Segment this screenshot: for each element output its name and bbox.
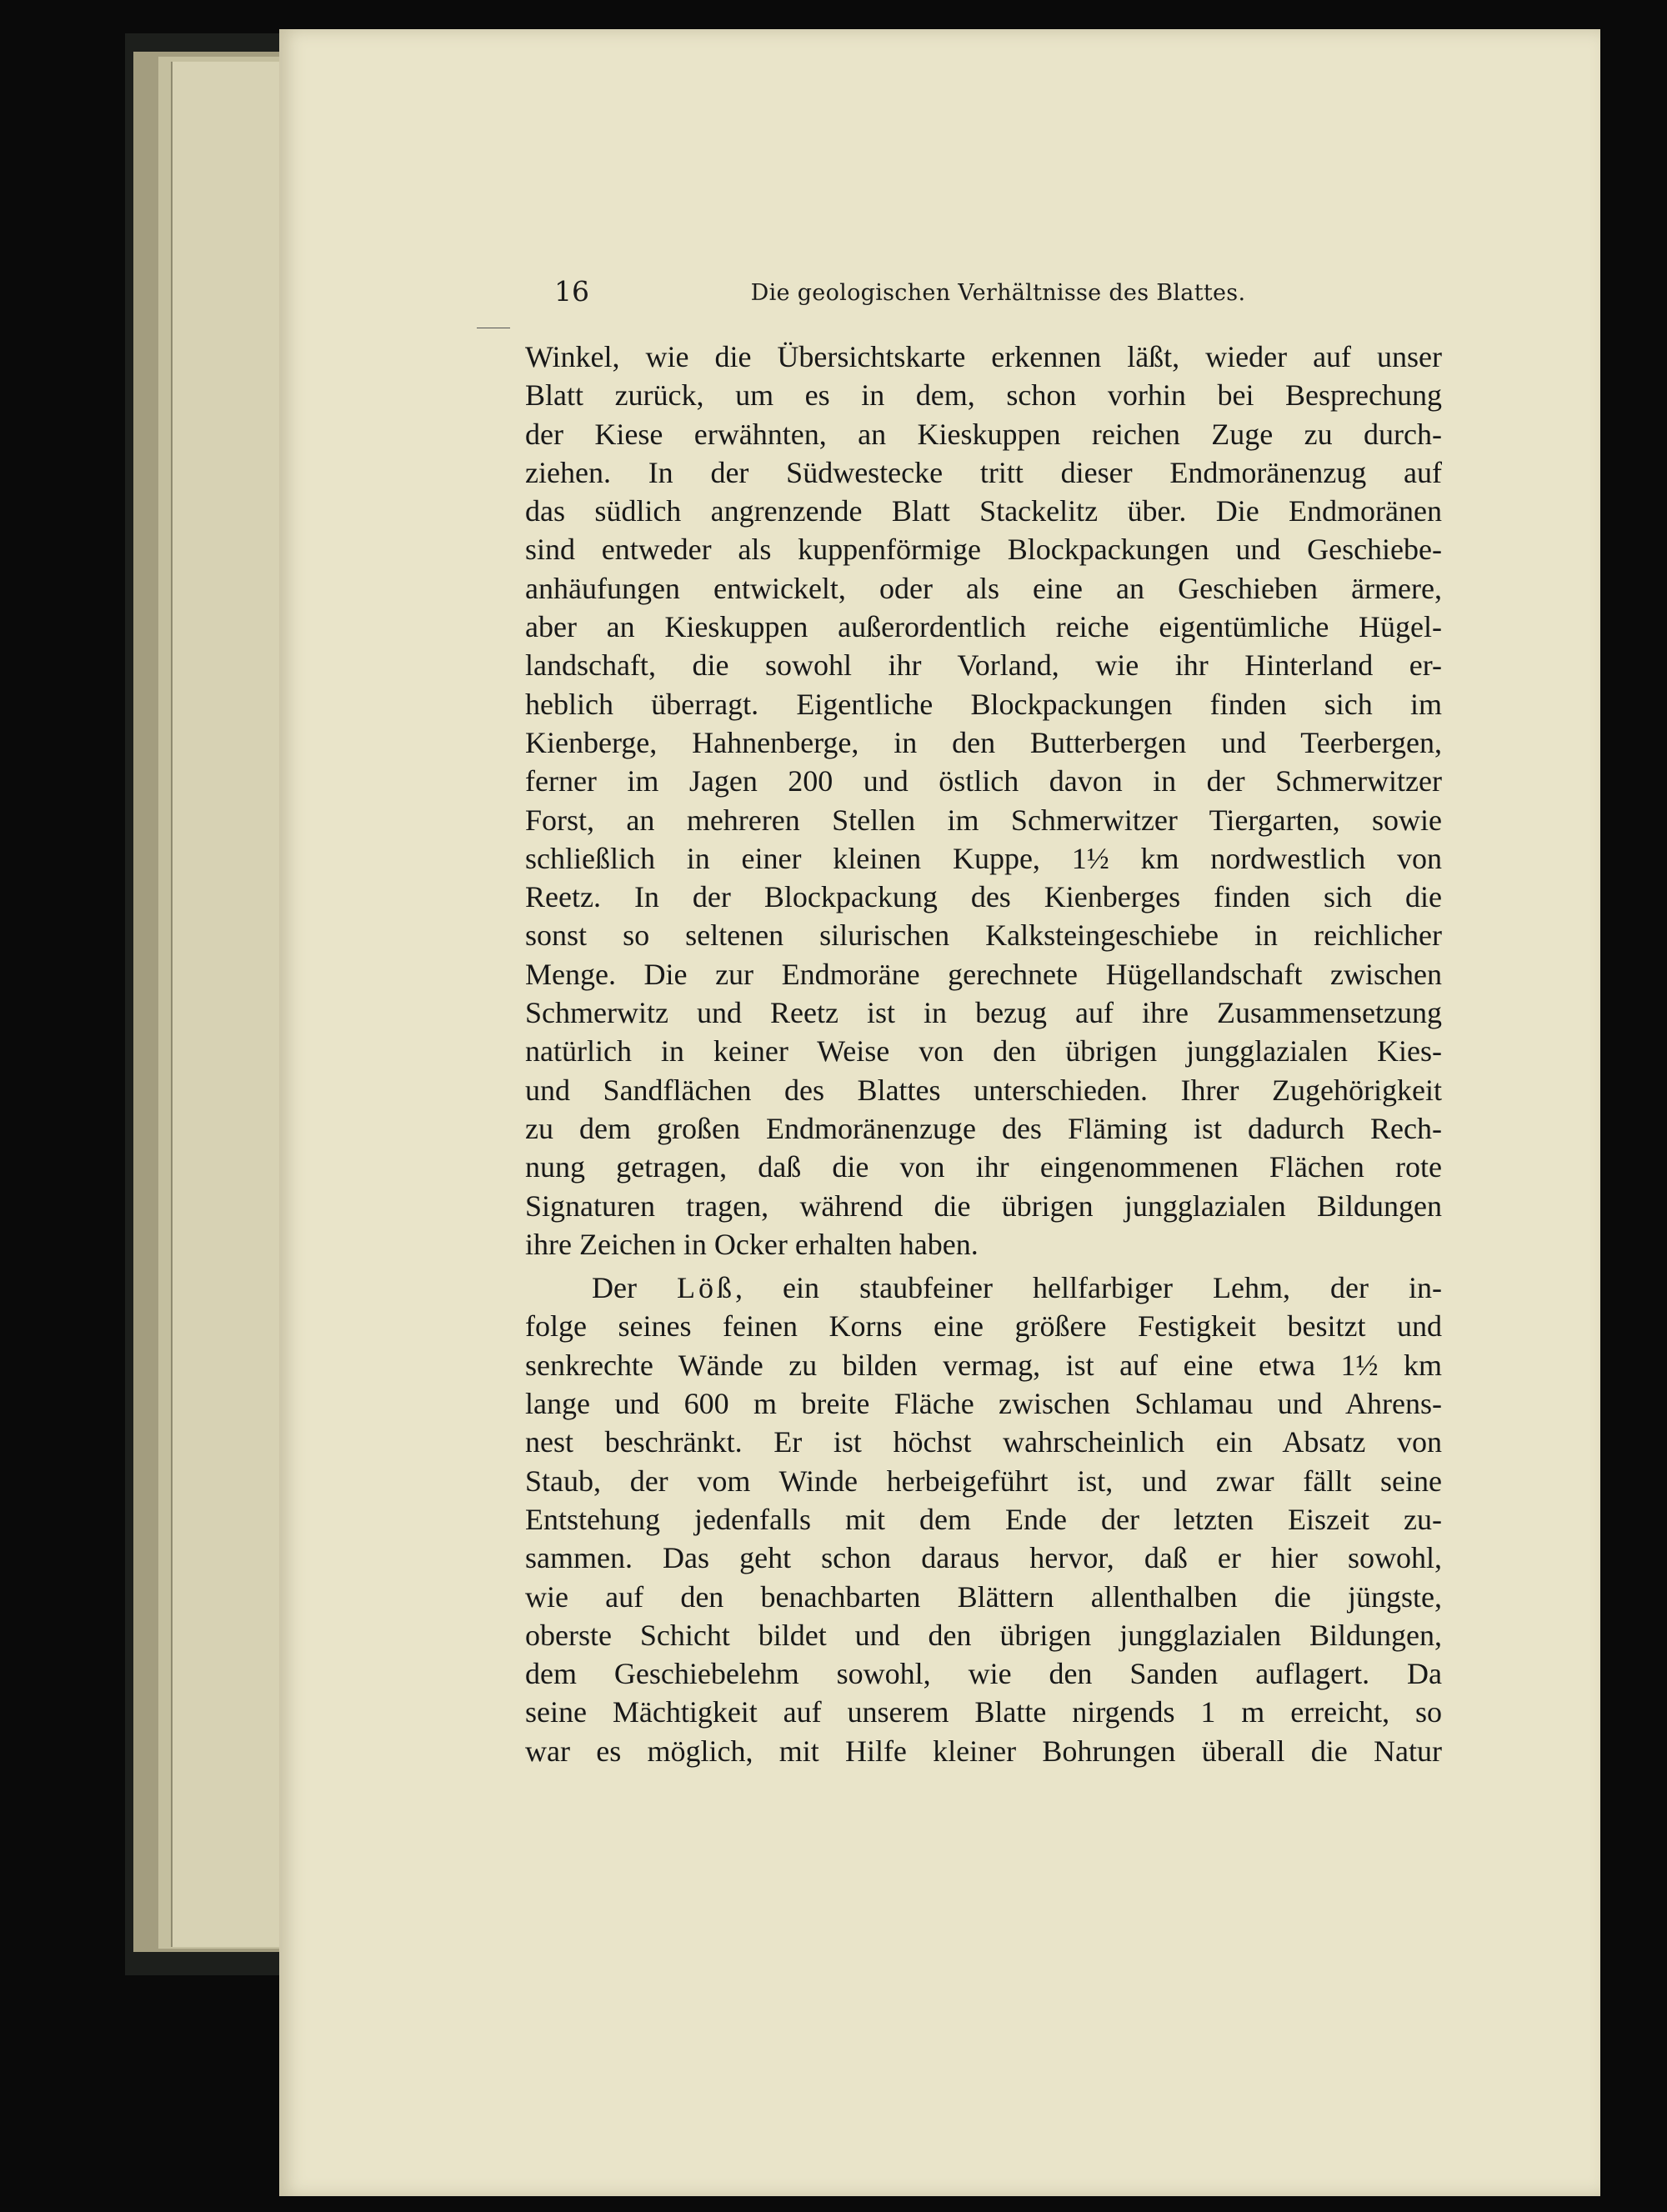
- text-line: Kienberge, Hahnenberge, in den Butterbergen und Teerbergen,: [525, 725, 1442, 759]
- running-title: Die geologischen Verhältnisse des Blattes.: [750, 280, 1246, 306]
- text-line: Forst, an mehreren Stellen im Schmerwitzer Tiergarten, sowie: [525, 803, 1442, 837]
- text-line: Schmerwitz und Reetz ist in bezug auf ihre Zusammensetzung: [525, 996, 1442, 1030]
- text-line: natürlich in keiner Weise von den übrigen jungglazialen Kies-: [525, 1034, 1442, 1068]
- text-line: das südlich angrenzende Blatt Stackelitz über. Die Endmoränen: [525, 494, 1442, 528]
- text-line: dem Geschiebelehm sowohl, wie den Sanden auflagert. Da: [525, 1657, 1442, 1691]
- text-line: ihre Zeichen in Ocker erhalten haben.: [525, 1227, 979, 1261]
- text-line: ziehen. In der Südwestecke tritt dieser Endmoränenzug auf: [525, 455, 1442, 489]
- text-line: Entstehung jedenfalls mit dem Ende der letzten Eiszeit zu-: [525, 1502, 1442, 1536]
- text-line: lange und 600 m breite Fläche zwischen Schlamau und Ahrens-: [525, 1387, 1442, 1421]
- page-header: [554, 275, 1442, 315]
- text-line: aber an Kieskuppen außerordentlich reiche eigentümliche Hügel-: [525, 610, 1442, 644]
- text-line: und Sandflächen des Blattes unterschieden. Ihrer Zugehörigkeit: [525, 1073, 1442, 1107]
- text-line: senkrechte Wände zu bilden vermag, ist auf eine etwa 1½ km: [525, 1348, 1442, 1382]
- text-line: Menge. Die zur Endmoräne gerechnete Hügellandschaft zwischen: [525, 957, 1442, 991]
- text-line: seine Mächtigkeit auf unserem Blatte nirgends 1 m erreicht, so: [525, 1695, 1442, 1729]
- text-line: Blatt zurück, um es in dem, schon vorhin bei Besprechung: [525, 378, 1442, 413]
- text-line: [525, 1269, 1442, 1307]
- text-line: schließlich in einer kleinen Kuppe, 1½ km nordwestlich von: [525, 841, 1442, 875]
- text-line: der Kiese erwähnten, an Kieskuppen reichen Zuge zu durch-: [525, 417, 1442, 451]
- text-line: anhäufungen entwickelt, oder als eine an Geschieben ärmere,: [525, 571, 1442, 605]
- text-line: nest beschränkt. Er ist höchst wahrscheinlich ein Absatz von: [525, 1425, 1442, 1459]
- text-line: sind entweder als kuppenförmige Blockpackungen und Geschiebe-: [525, 533, 1442, 567]
- page-number: 16: [554, 275, 589, 308]
- text-line: Signaturen tragen, während die übrigen jungglazialen Bildungen: [525, 1189, 1442, 1223]
- text-line: Staub, der vom Winde herbeigeführt ist, und zwar fällt seine: [525, 1464, 1442, 1498]
- text-line: wie auf den benachbarten Blättern allenthalben die jüngste,: [525, 1579, 1442, 1614]
- text-line: ferner im Jagen 200 und östlich davon in der Schmerwitzer: [525, 764, 1442, 798]
- text-line: heblich überragt. Eigentliche Blockpackungen finden sich im: [525, 687, 1442, 721]
- text-line: sonst so seltenen silurischen Kalksteingeschiebe in reichlicher: [525, 918, 1442, 953]
- text-line: folge seines feinen Korns eine größere Festigkeit besitzt und: [525, 1309, 1442, 1344]
- paragraph-2: [525, 1269, 1442, 1770]
- text-run: , ein staubfeiner hellfarbiger Lehm, der in-: [735, 1271, 1442, 1305]
- term-loess: Löß: [677, 1271, 736, 1305]
- text-line: war es möglich, mit Hilfe kleiner Bohrungen überall die Natur: [525, 1734, 1442, 1768]
- paragraph-1: [525, 338, 1442, 1264]
- text-line: Reetz. In der Blockpackung des Kienberges finden sich die: [525, 880, 1442, 914]
- page-body: [525, 338, 1442, 1770]
- text-line: oberste Schicht bildet und den übrigen jungglazialen Bildungen,: [525, 1618, 1442, 1652]
- text-line: Winkel, wie die Übersichtskarte erkennen läßt, wieder auf unser: [525, 340, 1442, 373]
- text-line: zu dem großen Endmoränenzuge des Fläming ist dadurch Rech-: [525, 1111, 1442, 1145]
- text-line: nung getragen, daß die von ihr eingenommenen Flächen rote: [525, 1150, 1442, 1184]
- text-run: Der: [592, 1271, 637, 1305]
- text-line: sammen. Das geht schon daraus hervor, daß er hier sowohl,: [525, 1541, 1442, 1575]
- text-line: landschaft, die sowohl ihr Vorland, wie ihr Hinterland er-: [525, 648, 1442, 683]
